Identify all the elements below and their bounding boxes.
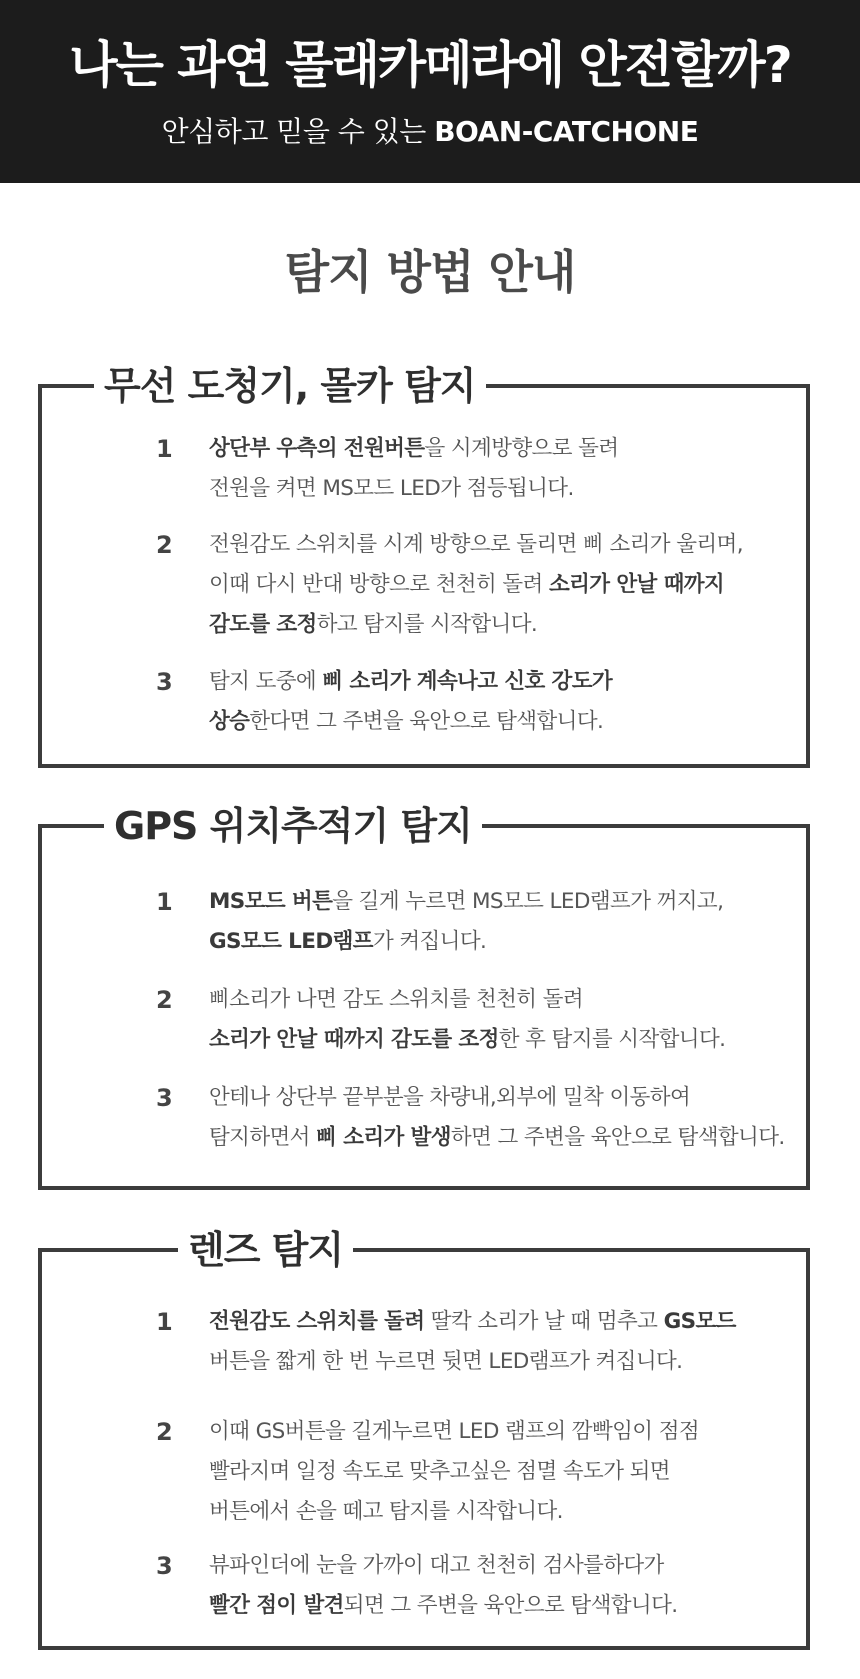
step-text bbox=[209, 525, 796, 645]
step-line bbox=[209, 1118, 796, 1158]
header-banner bbox=[0, 0, 860, 183]
brand-name: BOAN-CATCHONE bbox=[434, 115, 699, 148]
step-number: 2 bbox=[156, 986, 173, 1014]
emphasis-text: 전원감도 스위치를 돌려 bbox=[209, 1309, 425, 1334]
step-text bbox=[209, 1546, 796, 1626]
emphasis-text: 삐 소리가 계속나고 신호 강도가 bbox=[322, 669, 613, 694]
section-title: 무선 도청기, 몰카 탐지 bbox=[94, 360, 486, 412]
step-line bbox=[209, 662, 796, 702]
emphasis-text: 소리가 안날 때까지 감도를 조정 bbox=[209, 1027, 499, 1052]
step-line bbox=[209, 1586, 796, 1626]
body-text: 하고 탐지를 시작합니다. bbox=[316, 612, 538, 637]
body-text: 안테나 상단부 끝부분을 차량내,외부에 밀착 이동하여 bbox=[209, 1085, 691, 1110]
step-number: 2 bbox=[156, 531, 173, 559]
banner-title: 나는 과연 몰래카메라에 안전할까? bbox=[69, 36, 791, 94]
emphasis-text: 상승 bbox=[209, 709, 250, 734]
body-text: 한 후 탐지를 시작합니다. bbox=[498, 1027, 726, 1052]
step-line bbox=[209, 605, 796, 645]
step-number: 3 bbox=[156, 1552, 173, 1580]
step-line bbox=[209, 922, 796, 962]
body-text: 탐지하면서 bbox=[209, 1125, 317, 1150]
step-text bbox=[209, 980, 796, 1060]
step-number: 3 bbox=[156, 1084, 173, 1112]
step-number: 1 bbox=[156, 888, 173, 916]
section-title: 렌즈 탐지 bbox=[178, 1224, 353, 1276]
body-text: 을 시계방향으로 돌려 bbox=[424, 436, 619, 461]
body-text: 이때 GS버튼을 길게누르면 LED 램프의 깜빡임이 점점 bbox=[209, 1419, 700, 1444]
body-text: 하면 그 주변을 육안으로 탐색합니다. bbox=[450, 1125, 785, 1150]
emphasis-text: GS모드 bbox=[663, 1309, 736, 1334]
body-text: 삐소리가 나면 감도 스위치를 천천히 돌려 bbox=[209, 987, 584, 1012]
body-text: 탐지 도중에 bbox=[209, 669, 323, 694]
body-text: 빨라지며 일정 속도로 맞추고싶은 점멸 속도가 되면 bbox=[209, 1459, 670, 1484]
body-text: 이때 다시 반대 방향으로 천천히 돌려 bbox=[209, 572, 549, 597]
step-text bbox=[209, 1078, 796, 1158]
body-text: 한다면 그 주변을 육안으로 탐색합니다. bbox=[249, 709, 604, 734]
step-line bbox=[209, 702, 796, 742]
step-line bbox=[209, 525, 796, 565]
step-text bbox=[209, 1302, 796, 1382]
banner-subtitle bbox=[0, 112, 860, 152]
step-line bbox=[209, 1078, 796, 1118]
step-text bbox=[209, 1412, 796, 1532]
step-line bbox=[209, 469, 796, 509]
step-line bbox=[209, 1020, 796, 1060]
section-title: GPS 위치추적기 탐지 bbox=[104, 800, 482, 852]
section-lens-detection bbox=[38, 1228, 810, 1650]
emphasis-text: 삐 소리가 발생 bbox=[316, 1125, 451, 1150]
emphasis-text: 상단부 우측의 전원버튼 bbox=[209, 436, 425, 461]
emphasis-text: 빨간 점이 발견 bbox=[209, 1593, 344, 1618]
section-wireless-detection bbox=[38, 364, 810, 768]
step-line bbox=[209, 1302, 796, 1342]
step-line bbox=[209, 1412, 796, 1452]
step-line bbox=[209, 980, 796, 1020]
step-number: 3 bbox=[156, 668, 173, 696]
body-text: 버튼을 짧게 한 번 누르면 뒷면 LED램프가 켜집니다. bbox=[209, 1349, 683, 1374]
body-text: 버튼에서 손을 떼고 탐지를 시작합니다. bbox=[209, 1499, 563, 1524]
step-line bbox=[209, 1342, 796, 1382]
body-text: 을 길게 누르면 MS모드 LED램프가 꺼지고, bbox=[332, 889, 724, 914]
banner-subtitle-text: 안심하고 믿을 수 있는 bbox=[161, 115, 426, 148]
body-text: 딸칵 소리가 날 때 멈추고 bbox=[424, 1309, 664, 1334]
step-number: 2 bbox=[156, 1418, 173, 1446]
body-text: 전원감도 스위치를 시계 방향으로 돌리면 삐 소리가 울리며, bbox=[209, 532, 743, 557]
body-text: 되면 그 주변을 육안으로 탐색합니다. bbox=[343, 1593, 678, 1618]
step-line bbox=[209, 1492, 796, 1532]
step-text bbox=[209, 662, 796, 742]
emphasis-text: MS모드 버튼 bbox=[209, 889, 333, 914]
body-text: 전원을 켜면 MS모드 LED가 점등됩니다. bbox=[209, 476, 574, 501]
step-number: 1 bbox=[156, 1308, 173, 1336]
step-line bbox=[209, 429, 796, 469]
step-line bbox=[209, 882, 796, 922]
step-text bbox=[209, 429, 796, 509]
step-number: 1 bbox=[156, 435, 173, 463]
section-gps-detection bbox=[38, 804, 810, 1190]
step-line bbox=[209, 1452, 796, 1492]
step-line bbox=[209, 1546, 796, 1586]
emphasis-text: GS모드 LED램프 bbox=[209, 929, 373, 954]
step-line bbox=[209, 565, 796, 605]
step-text bbox=[209, 882, 796, 962]
emphasis-text: 소리가 안날 때까지 bbox=[548, 572, 725, 597]
body-text: 뷰파인더에 눈을 가까이 대고 천천히 검사를하다가 bbox=[209, 1553, 664, 1578]
page-title: 탐지 방법 안내 bbox=[284, 245, 576, 299]
body-text: 가 켜집니다. bbox=[372, 929, 487, 954]
emphasis-text: 감도를 조정 bbox=[209, 612, 317, 637]
